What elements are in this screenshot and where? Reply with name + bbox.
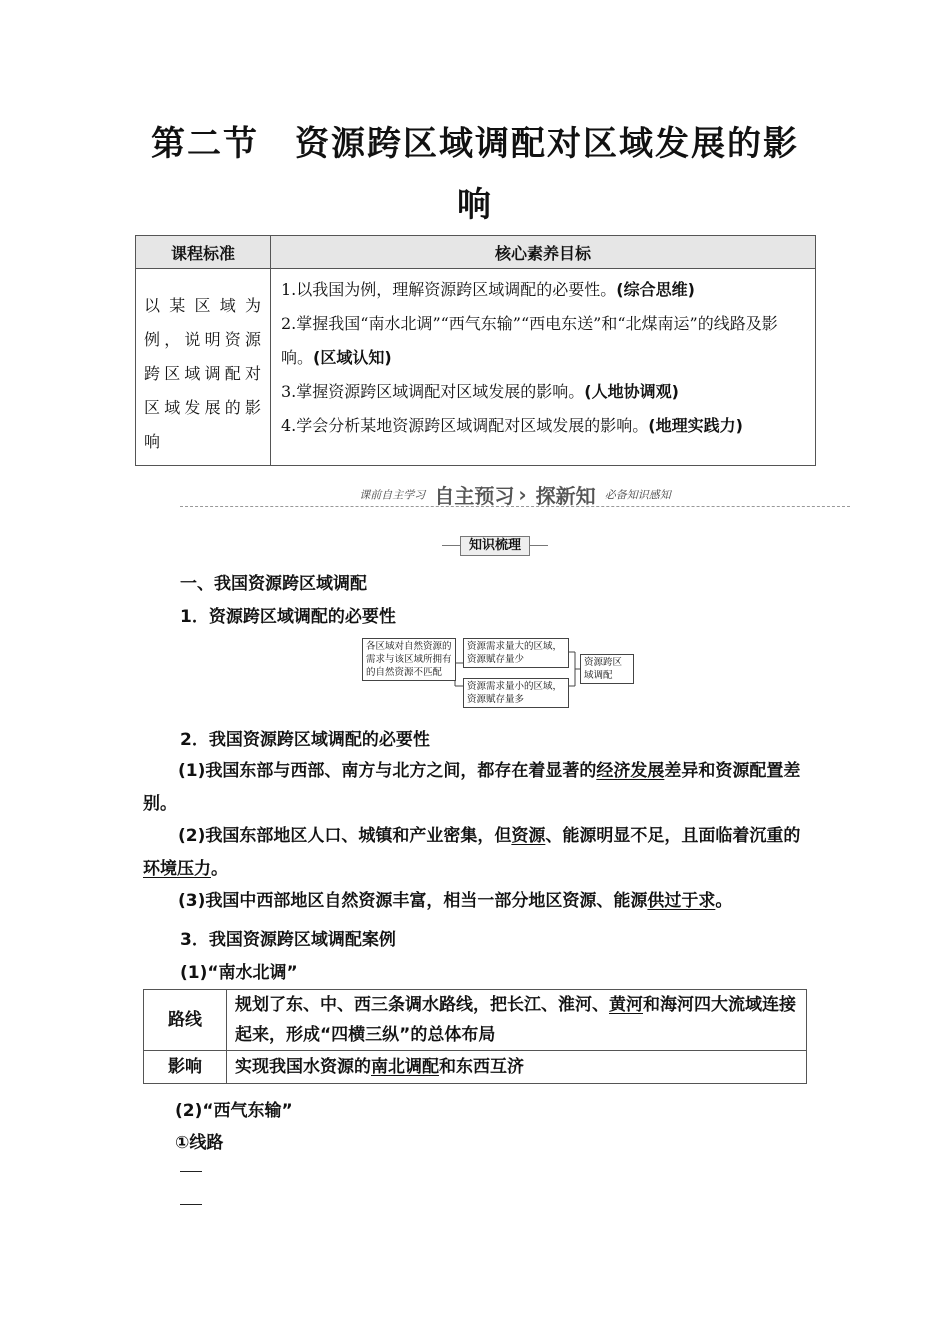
diagram-left: 各区域对自然资源的需求与该区域所拥有的自然资源不匹配: [362, 638, 456, 681]
goals-list: [271, 269, 816, 466]
section-banner: [180, 480, 850, 512]
paragraph-1: (1)我国东部与西部、南方与北方之间，都存在着显著的经济发展差异和资源配置差别。: [143, 761, 801, 814]
route-label: 路线: [144, 990, 227, 1051]
route-text: 规划了东、中、西三条调水路线，把长江、淮河、黄河和海河四大流域连接起来，形成“四横三纵”的总体布局: [227, 990, 807, 1051]
page-title-cont: 响: [457, 185, 493, 225]
blank-line: [180, 1171, 202, 1172]
necessity-diagram: [362, 636, 634, 710]
route-heading: ①线路: [175, 1133, 224, 1153]
curriculum-text: 以某区域为例，说明资源跨区域调配对区域发展的影响: [136, 269, 271, 466]
goal-item: 2.掌握我国“南水北调”“西气东输”“西电东送”和“北煤南运”的线路及影响。(区域认知): [281, 314, 778, 367]
goal-item: 4.学会分析某地资源跨区域调配对区域发展的影响。(地理实践力): [281, 416, 743, 435]
south-north-table: [143, 989, 807, 1084]
diagram-bottom: 资源需求量小的区域，资源赋存量多: [463, 678, 569, 708]
impact-text: 实现我国水资源的南北调配和东西互济: [227, 1051, 807, 1084]
page-title: 第二节 资源跨区域调配对区域发展的影: [151, 124, 799, 164]
arrow-icon: ›: [518, 482, 527, 507]
banner-main-a: 自主预习: [434, 484, 515, 508]
goal-item: 1.以我国为例，理解资源跨区域调配的必要性。(综合思维): [281, 280, 695, 299]
knowledge-tag: 知识梳理: [442, 536, 548, 556]
standards-table: [135, 235, 816, 466]
banner-main-b: 探新知: [535, 484, 596, 508]
header-goals: 核心素养目标: [271, 236, 816, 269]
goal-item: 3.掌握资源跨区域调配对区域发展的影响。(人地协调观): [281, 382, 679, 401]
paragraph-2: (2)我国东部地区人口、城镇和产业密集，但资源、能源明显不足，且面临着沉重的环境压力。: [143, 826, 801, 879]
diagram-top: 资源需求量大的区域，资源赋存量少: [463, 638, 569, 668]
banner-right: 必备知识感知: [604, 488, 671, 502]
diagram-right: 资源跨区域调配: [580, 654, 634, 684]
section-heading: 一、我国资源跨区域调配: [180, 574, 367, 594]
paragraph-3: (3)我国中西部地区自然资源丰富，相当一部分地区资源、能源供过于求。: [178, 891, 733, 911]
sub-heading: 2．我国资源跨区域调配的必要性: [180, 730, 430, 750]
blank-line: [180, 1204, 202, 1205]
header-curriculum: 课程标准: [136, 236, 271, 269]
case-heading: (2)“西气东输”: [175, 1101, 293, 1121]
case-heading: (1)“南水北调”: [180, 963, 298, 983]
sub-heading: 1．资源跨区域调配的必要性: [180, 607, 396, 627]
sub-heading: 3．我国资源跨区域调配案例: [180, 930, 396, 950]
impact-label: 影响: [144, 1051, 227, 1084]
banner-left: 课前自主学习: [359, 488, 426, 502]
